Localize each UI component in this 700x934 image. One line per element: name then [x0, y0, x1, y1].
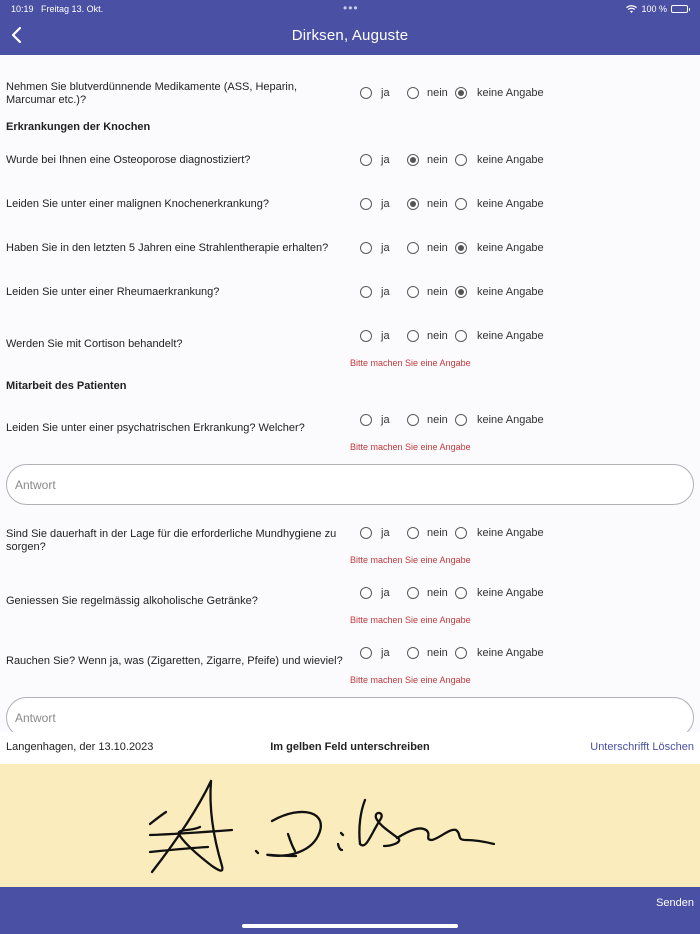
radio-button[interactable] [407, 587, 419, 599]
option-keine-angabe[interactable] [455, 330, 544, 342]
multitasking-dots-icon[interactable]: ••• [343, 1, 359, 15]
option-keine-angabe[interactable] [455, 286, 544, 298]
option-nein[interactable] [407, 154, 455, 166]
option-nein[interactable] [407, 587, 455, 599]
page-title: Dirksen, Auguste [291, 27, 409, 44]
signature-bar [0, 732, 700, 764]
validation-error: Bitte machen Sie eine Angabe [350, 358, 471, 368]
option-label: nein [427, 154, 448, 166]
option-label: ja [381, 198, 390, 210]
option-ja[interactable] [360, 330, 407, 342]
option-label: keine Angabe [477, 242, 544, 254]
status-right [626, 4, 688, 14]
option-keine-angabe[interactable] [455, 527, 544, 539]
option-ja[interactable] [360, 286, 407, 298]
option-label: nein [427, 286, 448, 298]
radio-button[interactable] [407, 414, 419, 426]
radio-group [360, 329, 544, 343]
option-ja[interactable] [360, 87, 407, 99]
radio-button[interactable] [360, 87, 372, 99]
radio-button[interactable] [360, 242, 372, 254]
option-label: ja [381, 587, 390, 599]
validation-error: Bitte machen Sie eine Angabe [350, 615, 471, 625]
battery-icon [671, 5, 688, 13]
radio-group [360, 241, 544, 255]
option-label: keine Angabe [477, 527, 544, 539]
question-text: Leiden Sie unter einer psychatrischen Erkrankung? Welcher? [6, 422, 305, 434]
option-keine-angabe[interactable] [455, 198, 544, 210]
option-keine-angabe[interactable] [455, 242, 544, 254]
answer-input[interactable] [6, 464, 694, 505]
question-text: Leiden Sie unter einer Rheumaerkrankung? [6, 286, 220, 298]
option-nein[interactable] [407, 286, 455, 298]
radio-button-selected[interactable] [455, 242, 467, 254]
status-time-text: 10:19 [11, 4, 34, 14]
radio-button[interactable] [407, 87, 419, 99]
option-label: nein [427, 647, 448, 659]
radio-button-selected[interactable] [455, 286, 467, 298]
radio-button[interactable] [455, 527, 467, 539]
option-keine-angabe[interactable] [455, 587, 544, 599]
radio-button[interactable] [455, 414, 467, 426]
radio-button-selected[interactable] [407, 198, 419, 210]
radio-button-selected[interactable] [407, 154, 419, 166]
option-keine-angabe[interactable] [455, 87, 544, 99]
option-label: keine Angabe [477, 587, 544, 599]
question-text: Nehmen Sie blutverdünnende Medikamente (ASS, Heparin, Marcumar etc.)? [6, 81, 298, 106]
option-label: ja [381, 154, 390, 166]
clear-signature-button[interactable]: Unterschrifft Löschen [590, 741, 694, 753]
option-nein[interactable] [407, 330, 455, 342]
option-ja[interactable] [360, 527, 407, 539]
option-label: ja [381, 414, 390, 426]
wifi-icon [626, 5, 637, 14]
status-date: Freitag 13. Okt. [41, 4, 104, 14]
validation-error: Bitte machen Sie eine Angabe [350, 675, 471, 685]
radio-button[interactable] [360, 414, 372, 426]
signature-drawing [0, 764, 700, 887]
option-label: nein [427, 198, 448, 210]
radio-button[interactable] [407, 286, 419, 298]
radio-group [360, 153, 544, 167]
option-ja[interactable] [360, 414, 407, 426]
option-nein[interactable] [407, 198, 455, 210]
status-time [11, 4, 103, 14]
option-label: keine Angabe [477, 87, 544, 99]
radio-button[interactable] [360, 330, 372, 342]
question-text: Leiden Sie unter einer malignen Knochenerkrankung? [6, 198, 269, 210]
option-label: keine Angabe [477, 198, 544, 210]
question-text: Wurde bei Ihnen eine Osteoporose diagnostiziert? [6, 154, 251, 166]
option-ja[interactable] [360, 647, 407, 659]
radio-button[interactable] [407, 647, 419, 659]
option-keine-angabe[interactable] [455, 647, 544, 659]
option-nein[interactable] [407, 527, 455, 539]
option-label: nein [427, 330, 448, 342]
radio-group [360, 526, 544, 540]
question-text: Werden Sie mit Cortison behandelt? [6, 338, 183, 350]
radio-button[interactable] [407, 527, 419, 539]
radio-button[interactable] [360, 286, 372, 298]
option-label: ja [381, 527, 390, 539]
radio-button[interactable] [360, 647, 372, 659]
section-title: Erkrankungen der Knochen [6, 121, 151, 133]
option-nein[interactable] [407, 87, 455, 99]
radio-group [360, 413, 544, 427]
option-ja[interactable] [360, 198, 407, 210]
radio-button[interactable] [407, 330, 419, 342]
option-label: nein [427, 414, 448, 426]
bottom-toolbar [0, 887, 700, 934]
option-keine-angabe[interactable] [455, 154, 544, 166]
option-label: keine Angabe [477, 330, 544, 342]
place-date: Langenhagen, der 13.10.2023 [6, 741, 154, 753]
option-label: keine Angabe [477, 154, 544, 166]
send-button[interactable]: Senden [656, 897, 694, 909]
option-label: nein [427, 87, 448, 99]
option-nein[interactable] [407, 647, 455, 659]
radio-group [360, 586, 544, 600]
radio-button-selected[interactable] [455, 87, 467, 99]
question-text: Sind Sie dauerhaft in der Lage für die erforderliche Mundhygiene zu sorgen? [6, 528, 337, 553]
option-label: ja [381, 286, 390, 298]
home-indicator[interactable] [242, 924, 458, 928]
radio-group [360, 197, 544, 211]
radio-button[interactable] [455, 198, 467, 210]
option-label: ja [381, 330, 390, 342]
option-label: keine Angabe [477, 647, 544, 659]
radio-button[interactable] [360, 587, 372, 599]
radio-group [360, 646, 544, 660]
answer-input[interactable] [6, 697, 694, 732]
option-label: nein [427, 242, 448, 254]
radio-button[interactable] [360, 198, 372, 210]
option-label: nein [427, 587, 448, 599]
battery-percent: 100 % [641, 4, 667, 14]
radio-button[interactable] [407, 242, 419, 254]
radio-button[interactable] [455, 330, 467, 342]
signature-pad[interactable] [0, 764, 700, 887]
radio-button[interactable] [455, 587, 467, 599]
option-nein[interactable] [407, 414, 455, 426]
option-ja[interactable] [360, 587, 407, 599]
question-text: Haben Sie in den letzten 5 Jahren eine Strahlentherapie erhalten? [6, 242, 329, 254]
validation-error: Bitte machen Sie eine Angabe [350, 442, 471, 452]
radio-button[interactable] [455, 154, 467, 166]
option-nein[interactable] [407, 242, 455, 254]
option-label: ja [381, 242, 390, 254]
question-text: Geniessen Sie regelmässig alkoholische Getränke? [6, 595, 258, 607]
validation-error: Bitte machen Sie eine Angabe [350, 555, 471, 565]
questionnaire-form[interactable] [0, 55, 700, 732]
radio-button[interactable] [455, 647, 467, 659]
option-keine-angabe[interactable] [455, 414, 544, 426]
radio-group [360, 86, 544, 100]
radio-group [360, 285, 544, 299]
radio-button[interactable] [360, 527, 372, 539]
option-label: keine Angabe [477, 414, 544, 426]
radio-button[interactable] [360, 154, 372, 166]
option-label: ja [381, 647, 390, 659]
navigation-bar [0, 0, 700, 55]
question-text: Rauchen Sie? Wenn ja, was (Zigaretten, Zigarre, Pfeife) und wieviel? [6, 655, 343, 667]
signature-hint: Im gelben Feld unterschreiben [270, 741, 430, 753]
option-ja[interactable] [360, 154, 407, 166]
option-label: ja [381, 87, 390, 99]
option-ja[interactable] [360, 242, 407, 254]
option-label: keine Angabe [477, 286, 544, 298]
option-label: nein [427, 527, 448, 539]
section-title: Mitarbeit des Patienten [6, 380, 127, 392]
